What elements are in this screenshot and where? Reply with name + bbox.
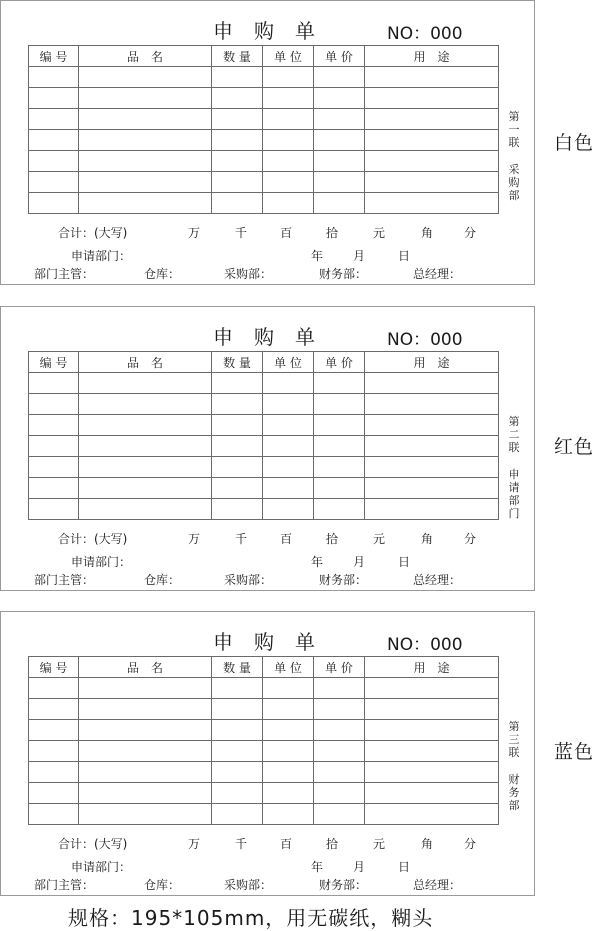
total-unit-label: 元	[373, 226, 386, 240]
table-cell[interactable]	[314, 130, 365, 151]
table-cell[interactable]	[263, 415, 314, 436]
table-cell[interactable]	[212, 394, 263, 415]
purchase-form-1	[0, 0, 535, 285]
table-cell[interactable]	[365, 804, 499, 825]
apply-dept-label: 申请部门：	[71, 860, 132, 874]
items-table	[28, 45, 499, 214]
total-unit-label: 拾	[326, 226, 339, 240]
table-cell[interactable]	[314, 478, 365, 499]
table-cell[interactable]	[263, 499, 314, 520]
date-label: 年	[311, 249, 324, 263]
table-cell[interactable]	[212, 436, 263, 457]
table-cell[interactable]	[79, 415, 212, 436]
date-label: 年	[311, 555, 324, 569]
table-cell[interactable]	[365, 67, 499, 88]
table-row	[29, 678, 499, 699]
total-row	[28, 832, 498, 852]
table-cell[interactable]	[79, 783, 212, 804]
paper-color-label: 蓝色	[554, 741, 595, 763]
table-header-row	[29, 46, 499, 67]
total-unit-label: 万	[188, 226, 201, 240]
table-row	[29, 720, 499, 741]
column-header: 品 名	[79, 352, 212, 373]
total-unit-label: 拾	[326, 532, 339, 546]
table-cell[interactable]	[263, 720, 314, 741]
table-cell[interactable]	[79, 741, 212, 762]
table-cell[interactable]	[263, 741, 314, 762]
table-cell[interactable]	[263, 88, 314, 109]
date-label: 年	[311, 860, 324, 874]
table-row	[29, 741, 499, 762]
table-row	[29, 172, 499, 193]
table-cell[interactable]	[212, 172, 263, 193]
table-row	[29, 151, 499, 172]
table-cell[interactable]	[79, 109, 212, 130]
total-unit-label: 千	[235, 837, 248, 851]
total-unit-label: 角	[421, 837, 434, 851]
total-unit-label: 分	[464, 226, 477, 240]
date-label: 月	[353, 555, 366, 569]
table-cell[interactable]	[263, 67, 314, 88]
signature-label: 部门主管：	[34, 878, 95, 892]
column-header: 编 号	[29, 352, 79, 373]
column-header: 用 途	[365, 46, 499, 67]
column-header: 品 名	[79, 46, 212, 67]
table-cell[interactable]	[29, 394, 79, 415]
table-cell[interactable]	[212, 88, 263, 109]
copy-ordinal-label: 第三联	[508, 720, 520, 759]
table-row	[29, 130, 499, 151]
copy-department-label: 采购部	[508, 163, 520, 202]
table-cell[interactable]	[29, 193, 79, 214]
table-cell[interactable]	[365, 783, 499, 804]
table-cell[interactable]	[314, 193, 365, 214]
form-title: 申购单	[213, 19, 336, 43]
column-header: 用 途	[365, 657, 499, 678]
table-cell[interactable]	[263, 762, 314, 783]
column-header: 数 量	[212, 46, 263, 67]
table-cell[interactable]	[29, 373, 79, 394]
table-row	[29, 804, 499, 825]
date-label: 日	[398, 249, 411, 263]
table-cell[interactable]	[314, 804, 365, 825]
table-cell[interactable]	[314, 394, 365, 415]
table-cell[interactable]	[79, 67, 212, 88]
total-row	[28, 221, 498, 241]
table-cell[interactable]	[314, 172, 365, 193]
table-cell[interactable]	[365, 88, 499, 109]
signature-label: 财务部：	[319, 267, 368, 281]
table-row	[29, 67, 499, 88]
total-label: 合计：(大写)	[58, 837, 128, 851]
form-number: NO：000	[387, 24, 463, 44]
form-number: NO：000	[387, 330, 463, 350]
table-cell[interactable]	[263, 457, 314, 478]
table-cell[interactable]	[263, 193, 314, 214]
table-cell[interactable]	[79, 478, 212, 499]
signature-label: 仓库：	[144, 267, 181, 281]
table-cell[interactable]	[365, 109, 499, 130]
signature-label: 部门主管：	[34, 573, 95, 587]
column-header: 编 号	[29, 46, 79, 67]
total-unit-label: 拾	[326, 837, 339, 851]
table-cell[interactable]	[365, 478, 499, 499]
table-cell[interactable]	[212, 762, 263, 783]
table-cell[interactable]	[314, 436, 365, 457]
table-cell[interactable]	[79, 373, 212, 394]
table-cell[interactable]	[263, 172, 314, 193]
table-cell[interactable]	[212, 783, 263, 804]
table-cell[interactable]	[314, 720, 365, 741]
column-header: 单 价	[314, 352, 365, 373]
table-cell[interactable]	[263, 699, 314, 720]
table-cell[interactable]	[29, 67, 79, 88]
table-cell[interactable]	[29, 499, 79, 520]
signature-label: 采购部：	[224, 878, 273, 892]
table-cell[interactable]	[212, 109, 263, 130]
form-number: NO：000	[387, 635, 463, 655]
table-cell[interactable]	[79, 457, 212, 478]
table-cell[interactable]	[29, 172, 79, 193]
total-unit-label: 百	[280, 837, 293, 851]
copy-ordinal-label: 第二联	[508, 415, 520, 454]
table-cell[interactable]	[79, 762, 212, 783]
table-cell[interactable]	[79, 394, 212, 415]
table-cell[interactable]	[314, 783, 365, 804]
column-header: 单 价	[314, 657, 365, 678]
table-cell[interactable]	[29, 678, 79, 699]
table-cell[interactable]	[29, 741, 79, 762]
signature-label: 采购部：	[224, 267, 273, 281]
table-cell[interactable]	[365, 457, 499, 478]
signature-label: 采购部：	[224, 573, 273, 587]
table-cell[interactable]	[365, 151, 499, 172]
column-header: 品 名	[79, 657, 212, 678]
table-cell[interactable]	[29, 804, 79, 825]
table-cell[interactable]	[212, 151, 263, 172]
table-cell[interactable]	[29, 151, 79, 172]
total-unit-label: 万	[188, 837, 201, 851]
table-cell[interactable]	[263, 394, 314, 415]
column-header: 单 位	[263, 46, 314, 67]
table-cell[interactable]	[79, 499, 212, 520]
form-title: 申购单	[213, 630, 336, 654]
paper-color-label: 红色	[554, 436, 595, 458]
table-cell[interactable]	[212, 67, 263, 88]
date-label: 日	[398, 860, 411, 874]
table-cell[interactable]	[29, 720, 79, 741]
table-cell[interactable]	[263, 130, 314, 151]
items-table	[28, 656, 499, 825]
apply-dept-label: 申请部门：	[71, 249, 132, 263]
total-unit-label: 元	[373, 532, 386, 546]
table-cell[interactable]	[79, 172, 212, 193]
table-cell[interactable]	[79, 88, 212, 109]
purchase-form-2	[0, 306, 535, 591]
copy-ordinal-label: 第一联	[508, 110, 520, 149]
table-cell[interactable]	[314, 88, 365, 109]
table-cell[interactable]	[29, 436, 79, 457]
table-cell[interactable]	[314, 109, 365, 130]
table-cell[interactable]	[365, 193, 499, 214]
table-cell[interactable]	[29, 478, 79, 499]
copy-department-label: 申请部门	[508, 468, 520, 520]
table-cell[interactable]	[314, 151, 365, 172]
column-header: 用 途	[365, 352, 499, 373]
date-label: 月	[353, 249, 366, 263]
signature-label: 财务部：	[319, 573, 368, 587]
table-row	[29, 436, 499, 457]
table-row	[29, 193, 499, 214]
table-row	[29, 762, 499, 783]
date-label: 月	[353, 860, 366, 874]
table-cell[interactable]	[314, 699, 365, 720]
table-row	[29, 499, 499, 520]
table-cell[interactable]	[263, 678, 314, 699]
table-cell[interactable]	[29, 783, 79, 804]
signature-label: 总经理：	[413, 878, 462, 892]
table-cell[interactable]	[212, 678, 263, 699]
total-unit-label: 百	[280, 532, 293, 546]
table-cell[interactable]	[79, 699, 212, 720]
table-cell[interactable]	[212, 193, 263, 214]
total-unit-label: 角	[421, 532, 434, 546]
table-cell[interactable]	[29, 457, 79, 478]
table-cell[interactable]	[212, 741, 263, 762]
table-row	[29, 109, 499, 130]
table-cell[interactable]	[79, 193, 212, 214]
table-cell[interactable]	[29, 415, 79, 436]
table-cell[interactable]	[314, 678, 365, 699]
column-header: 单 价	[314, 46, 365, 67]
total-unit-label: 角	[421, 226, 434, 240]
table-row	[29, 415, 499, 436]
table-cell[interactable]	[212, 699, 263, 720]
table-cell[interactable]	[212, 478, 263, 499]
table-cell[interactable]	[29, 130, 79, 151]
total-unit-label: 元	[373, 837, 386, 851]
table-cell[interactable]	[79, 678, 212, 699]
table-cell[interactable]	[365, 394, 499, 415]
table-cell[interactable]	[314, 762, 365, 783]
total-label: 合计：(大写)	[58, 532, 128, 546]
table-cell[interactable]	[314, 67, 365, 88]
signature-label: 仓库：	[144, 573, 181, 587]
table-cell[interactable]	[314, 499, 365, 520]
form-title: 申购单	[213, 325, 336, 349]
apply-dept-label: 申请部门：	[71, 555, 132, 569]
table-cell[interactable]	[79, 130, 212, 151]
table-cell[interactable]	[365, 499, 499, 520]
table-cell[interactable]	[79, 151, 212, 172]
items-table	[28, 351, 499, 520]
table-cell[interactable]	[29, 88, 79, 109]
table-cell[interactable]	[212, 457, 263, 478]
total-unit-label: 百	[280, 226, 293, 240]
column-header: 数 量	[212, 657, 263, 678]
column-header: 单 位	[263, 657, 314, 678]
table-row	[29, 457, 499, 478]
table-cell[interactable]	[263, 373, 314, 394]
table-cell[interactable]	[365, 699, 499, 720]
table-cell[interactable]	[263, 478, 314, 499]
total-unit-label: 万	[188, 532, 201, 546]
table-row	[29, 394, 499, 415]
table-cell[interactable]	[365, 373, 499, 394]
table-cell[interactable]	[365, 415, 499, 436]
spec-note: 规格：195*105mm，用无碳纸，糊头	[68, 906, 434, 930]
table-cell[interactable]	[365, 130, 499, 151]
table-cell[interactable]	[79, 720, 212, 741]
paper-color-label: 白色	[554, 132, 595, 154]
signature-label: 总经理：	[413, 573, 462, 587]
table-cell[interactable]	[365, 436, 499, 457]
table-cell[interactable]	[263, 151, 314, 172]
total-unit-label: 分	[464, 837, 477, 851]
copy-department-label: 财务部	[508, 773, 520, 812]
table-header-row	[29, 352, 499, 373]
table-cell[interactable]	[365, 678, 499, 699]
table-cell[interactable]	[365, 741, 499, 762]
table-cell[interactable]	[263, 783, 314, 804]
total-label: 合计：(大写)	[58, 226, 128, 240]
table-cell[interactable]	[314, 415, 365, 436]
total-row	[28, 527, 498, 547]
table-row	[29, 699, 499, 720]
table-cell[interactable]	[365, 172, 499, 193]
table-cell[interactable]	[314, 457, 365, 478]
table-header-row	[29, 657, 499, 678]
table-cell[interactable]	[365, 762, 499, 783]
column-header: 数 量	[212, 352, 263, 373]
table-cell[interactable]	[314, 373, 365, 394]
table-cell[interactable]	[263, 804, 314, 825]
table-cell[interactable]	[79, 804, 212, 825]
table-row	[29, 373, 499, 394]
table-cell[interactable]	[29, 762, 79, 783]
purchase-form-3	[0, 611, 535, 896]
signature-label: 部门主管：	[34, 267, 95, 281]
table-row	[29, 478, 499, 499]
column-header: 编 号	[29, 657, 79, 678]
column-header: 单 位	[263, 352, 314, 373]
total-unit-label: 千	[235, 226, 248, 240]
table-cell[interactable]	[29, 109, 79, 130]
table-cell[interactable]	[263, 109, 314, 130]
table-cell[interactable]	[314, 741, 365, 762]
table-cell[interactable]	[212, 415, 263, 436]
table-cell[interactable]	[263, 436, 314, 457]
signature-label: 仓库：	[144, 878, 181, 892]
table-cell[interactable]	[212, 720, 263, 741]
table-cell[interactable]	[212, 804, 263, 825]
total-unit-label: 分	[464, 532, 477, 546]
table-cell[interactable]	[29, 699, 79, 720]
table-row	[29, 88, 499, 109]
table-row	[29, 783, 499, 804]
table-cell[interactable]	[212, 499, 263, 520]
date-label: 日	[398, 555, 411, 569]
table-cell[interactable]	[79, 436, 212, 457]
table-cell[interactable]	[212, 130, 263, 151]
table-cell[interactable]	[365, 720, 499, 741]
table-cell[interactable]	[212, 373, 263, 394]
total-unit-label: 千	[235, 532, 248, 546]
signature-label: 财务部：	[319, 878, 368, 892]
signature-label: 总经理：	[413, 267, 462, 281]
